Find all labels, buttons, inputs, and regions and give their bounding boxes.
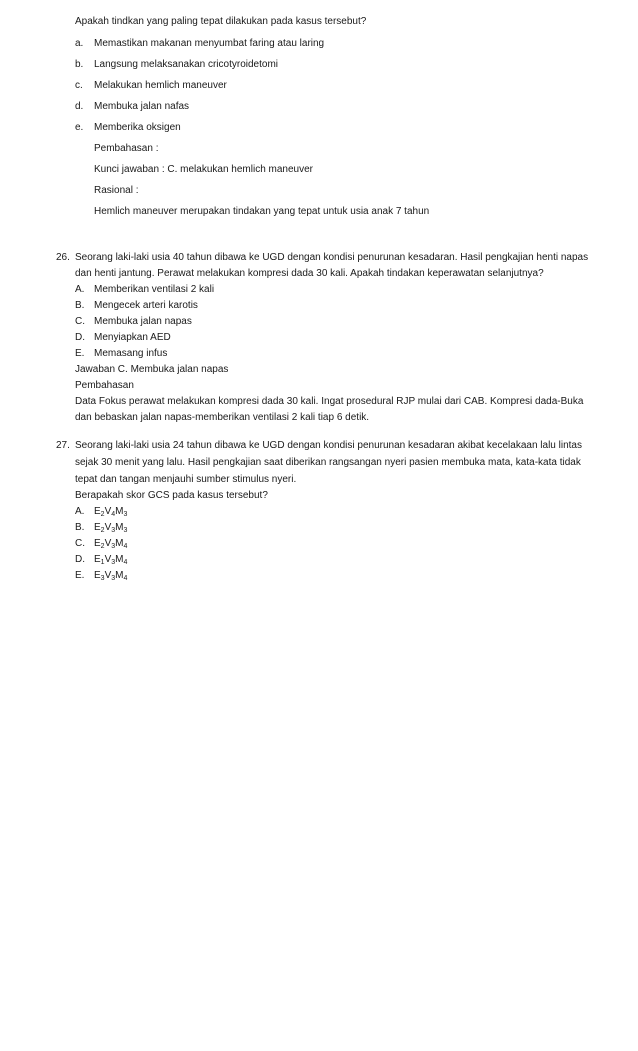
q25-pembahasan-label: Pembahasan : <box>94 143 159 154</box>
option-letter: E. <box>75 348 85 359</box>
gcs-m: 3 <box>123 511 128 518</box>
q27-question: Berapakah skor GCS pada kasus tersebut? <box>75 490 268 501</box>
q26-number: 26. <box>56 252 70 263</box>
q25-kunci-jawaban: Kunci jawaban : C. melakukan hemlich maneuver <box>94 164 313 175</box>
q25-option-c <box>75 78 227 93</box>
gcs-score: $E_2V_3M_4$ <box>94 538 128 550</box>
q25-option-b <box>75 57 278 72</box>
gcs-v: 3 <box>111 559 116 566</box>
q26-option-a <box>75 282 214 297</box>
option-text: Membuka jalan napas <box>94 316 192 327</box>
option-letter: e. <box>75 122 84 133</box>
q25-rasional-text: Hemlich maneuver merupakan tindakan yang tepat untuk usia anak 7 tahun <box>94 206 430 217</box>
q27-option-d <box>75 552 127 567</box>
gcs-v: 3 <box>111 575 116 582</box>
q25-option-a <box>75 36 324 51</box>
gcs-m: 3 <box>123 527 128 534</box>
gcs-v: 3 <box>111 527 116 534</box>
option-letter: A. <box>75 506 85 517</box>
option-letter: D. <box>75 554 85 565</box>
gcs-e: 2 <box>100 511 105 518</box>
q25-option-e <box>75 120 181 135</box>
option-letter: a. <box>75 38 84 49</box>
option-letter: B. <box>75 300 85 311</box>
q26-pembahasan-line2: dan bebaskan jalan napas-memberikan ventilasi 2 kali tiap 6 detik. <box>75 412 370 423</box>
option-text: Membuka jalan nafas <box>94 101 190 112</box>
gcs-score: $E_3V_3M_4$ <box>94 570 128 582</box>
q25-option-d <box>75 99 189 114</box>
option-letter: B. <box>75 522 85 533</box>
q27-stem-line1: Seorang laki-laki usia 24 tahun dibawa ke UGD dengan kondisi penurunan kesadaran akibat kecelakaan lalu lintas <box>75 440 582 451</box>
option-letter: C. <box>75 316 85 327</box>
gcs-v: 4 <box>111 511 116 518</box>
q27-stem-line3: tepat dan tangan menjauhi sumber stimulus nyeri. <box>75 474 297 485</box>
option-letter: c. <box>75 80 83 91</box>
option-text: Melakukan hemlich maneuver <box>94 80 227 91</box>
option-letter: d. <box>75 101 84 112</box>
gcs-score: $E_2V_4M_3$ <box>94 506 128 518</box>
option-text: Memasang infus <box>94 348 168 359</box>
q26-option-d <box>75 330 171 345</box>
q27-number: 27. <box>56 440 70 451</box>
q27-option-b <box>75 520 127 535</box>
gcs-m: 4 <box>123 543 128 550</box>
option-text: Mengecek arteri karotis <box>94 300 198 311</box>
q26-option-c <box>75 314 192 329</box>
option-text: Memastikan makanan menyumbat faring atau laring <box>94 38 325 49</box>
gcs-e: 3 <box>100 575 105 582</box>
q26-stem-line1: Seorang laki-laki usia 40 tahun dibawa ke UGD dengan kondisi penurunan kesadaran. Hasil pengkajian henti napas <box>75 252 589 263</box>
q27-stem-line2: sejak 30 menit yang lalu. Hasil pengkajian saat diberikan rangsangan nyeri pasien membuka mata, kata-kata tidak <box>75 457 581 468</box>
q25-question: Apakah tindkan yang paling tepat dilakukan pada kasus tersebut? <box>75 16 367 27</box>
q27-option-c <box>75 536 127 551</box>
q26-jawaban: Jawaban C. Membuka jalan napas <box>75 364 229 375</box>
option-text: Langsung melaksanakan cricotyroidetomi <box>94 59 278 70</box>
option-letter: C. <box>75 538 85 549</box>
q26-option-b <box>75 298 198 313</box>
gcs-score: $E_2V_3M_3$ <box>94 522 128 534</box>
option-letter: A. <box>75 284 85 295</box>
option-letter: E. <box>75 570 85 581</box>
gcs-e: 1 <box>100 559 105 566</box>
gcs-m: 4 <box>123 575 128 582</box>
q26-option-e <box>75 346 167 361</box>
gcs-e: 2 <box>100 543 105 550</box>
option-letter: D. <box>75 332 85 343</box>
gcs-e: 2 <box>100 527 105 534</box>
q26-pembahasan-line1: Data Fokus perawat melakukan kompresi dada 30 kali. Ingat prosedural RJP mulai dari CAB. Kompresi dada-Buka <box>75 396 584 407</box>
q27-option-a <box>75 504 127 519</box>
option-text: Memberika oksigen <box>94 122 181 133</box>
q26-pembahasan-label: Pembahasan <box>75 380 134 391</box>
option-text: Memberikan ventilasi 2 kali <box>94 284 215 295</box>
option-text: Menyiapkan AED <box>94 332 171 343</box>
gcs-v: 3 <box>111 543 116 550</box>
q27-option-e <box>75 568 127 583</box>
option-letter: b. <box>75 59 84 70</box>
gcs-score: $E_1V_3M_4$ <box>94 554 128 566</box>
q26-stem-line2: dan henti jantung. Perawat melakukan kompresi dada 30 kali. Apakah tindakan keperawatan selanjutnya? <box>75 268 544 279</box>
q25-rasional-label: Rasional : <box>94 185 139 196</box>
gcs-m: 4 <box>123 559 128 566</box>
